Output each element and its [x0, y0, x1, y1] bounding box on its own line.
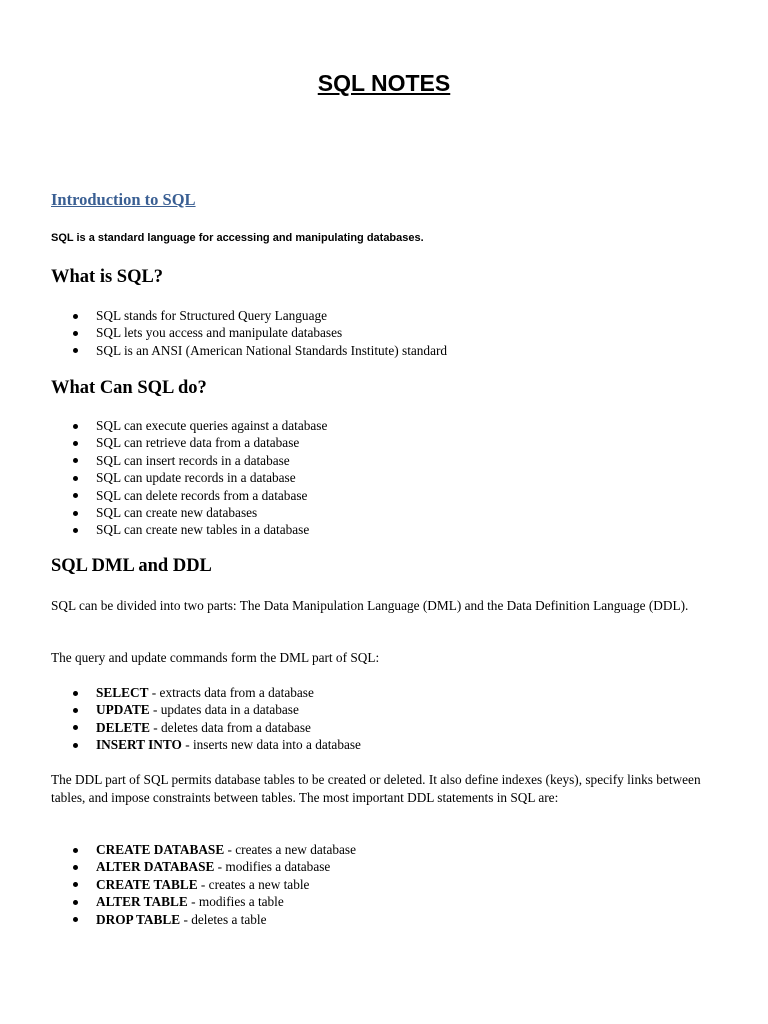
bullet-icon — [73, 848, 78, 853]
list-item: ALTER DATABASE - modifies a database — [51, 858, 356, 875]
what-can-list — [51, 417, 327, 539]
command-name: DROP TABLE — [96, 911, 181, 927]
bullet-icon — [73, 725, 78, 730]
list-item: SQL can create new tables in a database — [51, 521, 327, 538]
list-item: DROP TABLE - deletes a table — [51, 911, 356, 928]
list-item: SQL stands for Structured Query Language — [51, 307, 447, 324]
command-name: CREATE DATABASE — [96, 842, 225, 857]
command-name: UPDATE — [96, 702, 150, 718]
intro-heading: Introduction to SQL — [51, 190, 196, 209]
ddl-list — [51, 841, 356, 928]
list-item: SQL can create new databases — [51, 504, 327, 521]
bullet-icon — [73, 528, 78, 533]
bullet-icon — [73, 458, 78, 463]
list-item: SQL can retrieve data from a database — [51, 434, 327, 451]
bullet-icon — [73, 865, 78, 870]
list-item: UPDATE - updates data in a database — [51, 701, 361, 718]
bullet-icon — [73, 493, 78, 498]
bullet-icon — [73, 917, 78, 922]
bullet-icon — [73, 348, 78, 353]
bullet-icon — [73, 476, 78, 481]
list-item: CREATE TABLE - creates a new table — [51, 876, 356, 893]
ddl-paragraph: The DDL part of SQL permits database tables to be created or deleted. It also define indexes (keys), specify links between tables, and impose constraints between tables. The most important DDL statements in SQL are: — [51, 772, 701, 805]
what-is-heading: What is SQL? — [51, 267, 164, 287]
bullet-icon — [73, 900, 78, 905]
list-item: ALTER TABLE - modifies a table — [51, 893, 356, 910]
command-name: ALTER DATABASE — [96, 859, 215, 875]
list-item: SQL is an ANSI (American National Standards Institute) standard — [51, 342, 447, 359]
dml-paragraph: The query and update commands form the DML part of SQL: — [51, 650, 380, 665]
command-name: ALTER TABLE — [96, 894, 188, 910]
bullet-icon — [73, 882, 78, 887]
command-name: SELECT — [96, 685, 149, 700]
dml-list — [51, 684, 361, 754]
intro-text: SQL is a standard language for accessing and manipulating databases. — [51, 232, 424, 244]
list-item: INSERT INTO - inserts new data into a database — [51, 736, 361, 753]
bullet-icon — [73, 314, 78, 319]
what-can-heading: What Can SQL do? — [51, 378, 207, 398]
bullet-icon — [73, 691, 78, 696]
bullet-icon — [73, 743, 78, 748]
bullet-icon — [73, 708, 78, 713]
bullet-icon — [73, 424, 78, 429]
dml-ddl-intro-paragraph: SQL can be divided into two parts: The Data Manipulation Language (DML) and the Data Definition Language (DDL). — [51, 598, 689, 613]
command-name: INSERT INTO — [96, 737, 182, 753]
bullet-icon — [73, 331, 78, 336]
list-item: SQL lets you access and manipulate databases — [51, 324, 447, 341]
bullet-icon — [73, 441, 78, 446]
list-item: CREATE DATABASE - creates a new database — [51, 841, 356, 858]
document-title: SQL NOTES — [317, 70, 451, 96]
list-item: SQL can delete records from a database — [51, 487, 327, 504]
list-item: SELECT - extracts data from a database — [51, 684, 361, 701]
dml-ddl-heading: SQL DML and DDL — [51, 556, 212, 576]
command-name: DELETE — [96, 719, 150, 735]
list-item: SQL can insert records in a database — [51, 452, 327, 469]
list-item: DELETE - deletes data from a database — [51, 719, 361, 736]
what-is-list — [51, 307, 447, 359]
list-item: SQL can update records in a database — [51, 469, 327, 486]
bullet-icon — [73, 511, 78, 516]
list-item: SQL can execute queries against a database — [51, 417, 327, 434]
command-name: CREATE TABLE — [96, 876, 198, 892]
